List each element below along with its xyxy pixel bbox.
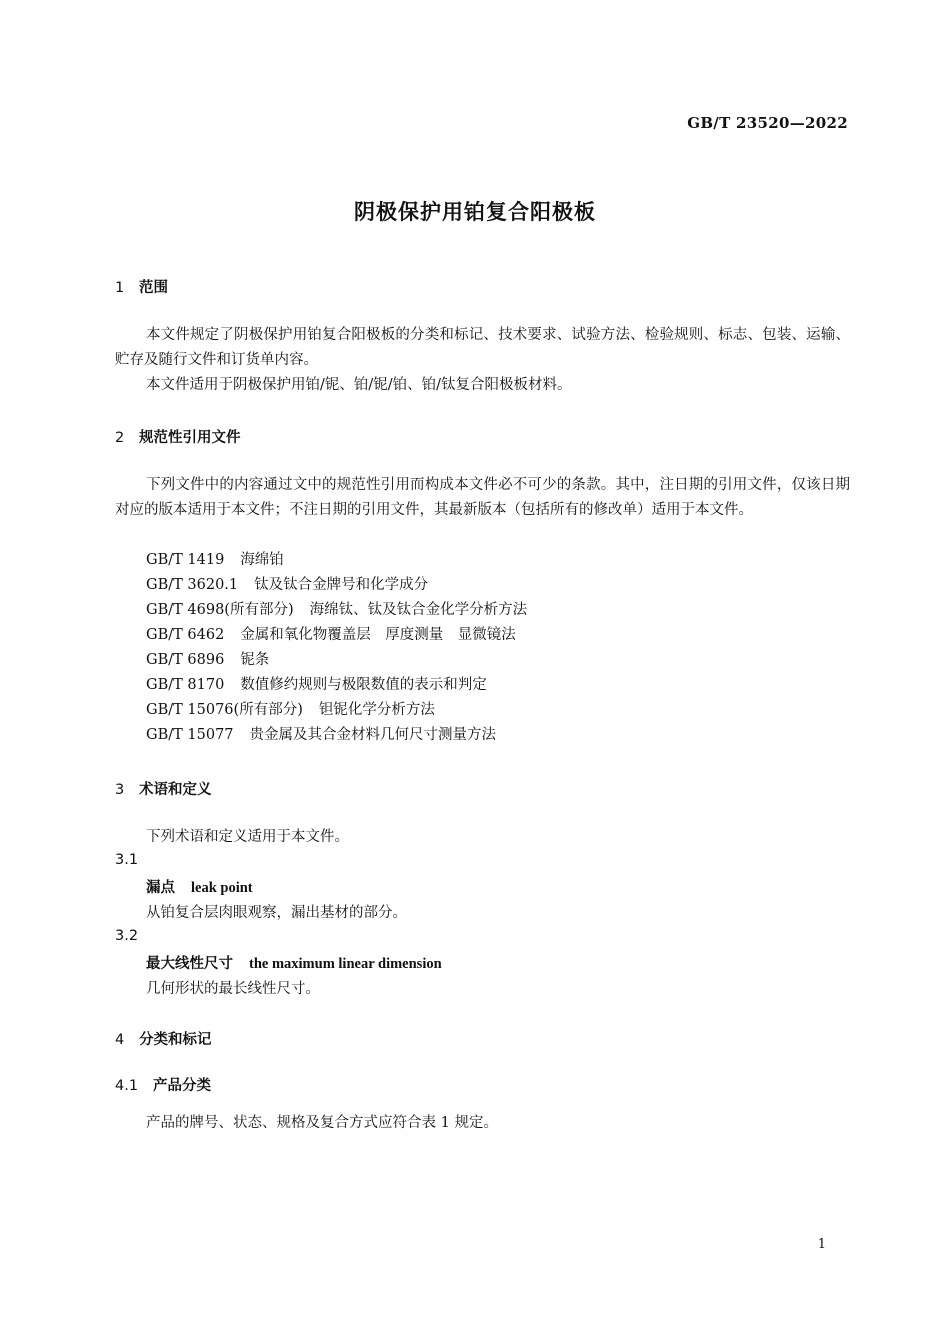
clause-number: 3.1 xyxy=(115,852,139,868)
section-number: 2 xyxy=(115,430,125,446)
term-en: leak point xyxy=(191,880,253,896)
reference-title: 海绵钛、钛及钛合金化学分析方法 xyxy=(309,602,528,618)
section-number: 3 xyxy=(115,782,125,798)
reference-item xyxy=(146,648,269,669)
reference-item xyxy=(146,598,527,619)
reference-code: GB/T 15077 xyxy=(146,727,234,743)
reference-code: GB/T 1419 xyxy=(146,552,225,568)
reference-title: 数值修约规则与极限数值的表示和判定 xyxy=(240,677,487,693)
section-title: 规范性引用文件 xyxy=(139,430,241,446)
reference-title: 贵金属及其合金材料几何尺寸测量方法 xyxy=(249,727,497,743)
reference-title: 海绵铂 xyxy=(240,552,284,568)
paragraph: 下列文件中的内容通过文中的规范性引用而构成本文件必不可少的条款。其中，注日期的引用文件，仅该日期对应的版本适用于本文件；不注日期的引用文件，其最新版本（包括所有的修改单）适用于本文件。 xyxy=(115,477,850,518)
reference-title: 金属和氧化物覆盖层 厚度测量 显微镜法 xyxy=(240,627,516,643)
clause-number: 3.2 xyxy=(115,928,139,944)
section-title: 范围 xyxy=(139,280,168,296)
term-definition: 从铂复合层肉眼观察，漏出基材的部分。 xyxy=(146,905,407,921)
section-title: 分类和标记 xyxy=(139,1032,212,1048)
reference-code: GB/T 8170 xyxy=(146,677,225,693)
reference-item xyxy=(146,723,496,744)
reference-item xyxy=(146,573,428,594)
term-entry xyxy=(146,952,442,973)
section-1-heading xyxy=(115,276,168,297)
reference-code: GB/T 6462 xyxy=(146,627,225,643)
reference-title: 钽铌化学分析方法 xyxy=(318,702,435,718)
paragraph: 产品的牌号、状态、规格及复合方式应符合表 1 规定。 xyxy=(146,1115,498,1131)
term-entry xyxy=(146,876,253,897)
reference-title: 钛及钛合金牌号和化学成分 xyxy=(254,577,429,593)
section-4-heading xyxy=(115,1028,212,1049)
paragraph: 本文件规定了阴极保护用铂复合阳极板的分类和标记、技术要求、试验方法、检验规则、标志、包装、运输、贮存及随行文件和订货单内容。 xyxy=(115,327,850,368)
section-number: 4 xyxy=(115,1032,125,1048)
document-title: 阴极保护用铂复合阳极板 xyxy=(354,200,596,224)
term-definition: 几何形状的最长线性尺寸。 xyxy=(146,981,320,997)
term-en: the maximum linear dimension xyxy=(249,956,442,972)
section-title: 术语和定义 xyxy=(139,782,212,798)
subsection-number: 4.1 xyxy=(115,1078,139,1094)
reference-title: 铌条 xyxy=(240,652,270,668)
section-3-heading xyxy=(115,778,212,799)
reference-code: GB/T 15076(所有部分) xyxy=(146,702,303,718)
paragraph: 下列术语和定义适用于本文件。 xyxy=(146,829,349,845)
term-zh: 最大线性尺寸 xyxy=(146,956,233,972)
reference-item xyxy=(146,673,487,694)
reference-code: GB/T 6896 xyxy=(146,652,225,668)
page-number: 1 xyxy=(817,1237,826,1252)
standard-number: GB/T 23520—2022 xyxy=(687,114,848,132)
reference-item xyxy=(146,548,284,569)
reference-item xyxy=(146,623,516,644)
reference-item xyxy=(146,698,435,719)
reference-code: GB/T 4698(所有部分) xyxy=(146,602,294,618)
paragraph: 本文件适用于阴极保护用铂/铌、铂/铌/铂、铂/钛复合阳极板材料。 xyxy=(146,377,572,393)
term-zh: 漏点 xyxy=(146,880,175,896)
section-number: 1 xyxy=(115,280,125,296)
subsection-4-1-heading xyxy=(115,1074,211,1095)
section-2-heading xyxy=(115,426,241,447)
subsection-title: 产品分类 xyxy=(153,1078,211,1094)
reference-code: GB/T 3620.1 xyxy=(146,577,239,593)
